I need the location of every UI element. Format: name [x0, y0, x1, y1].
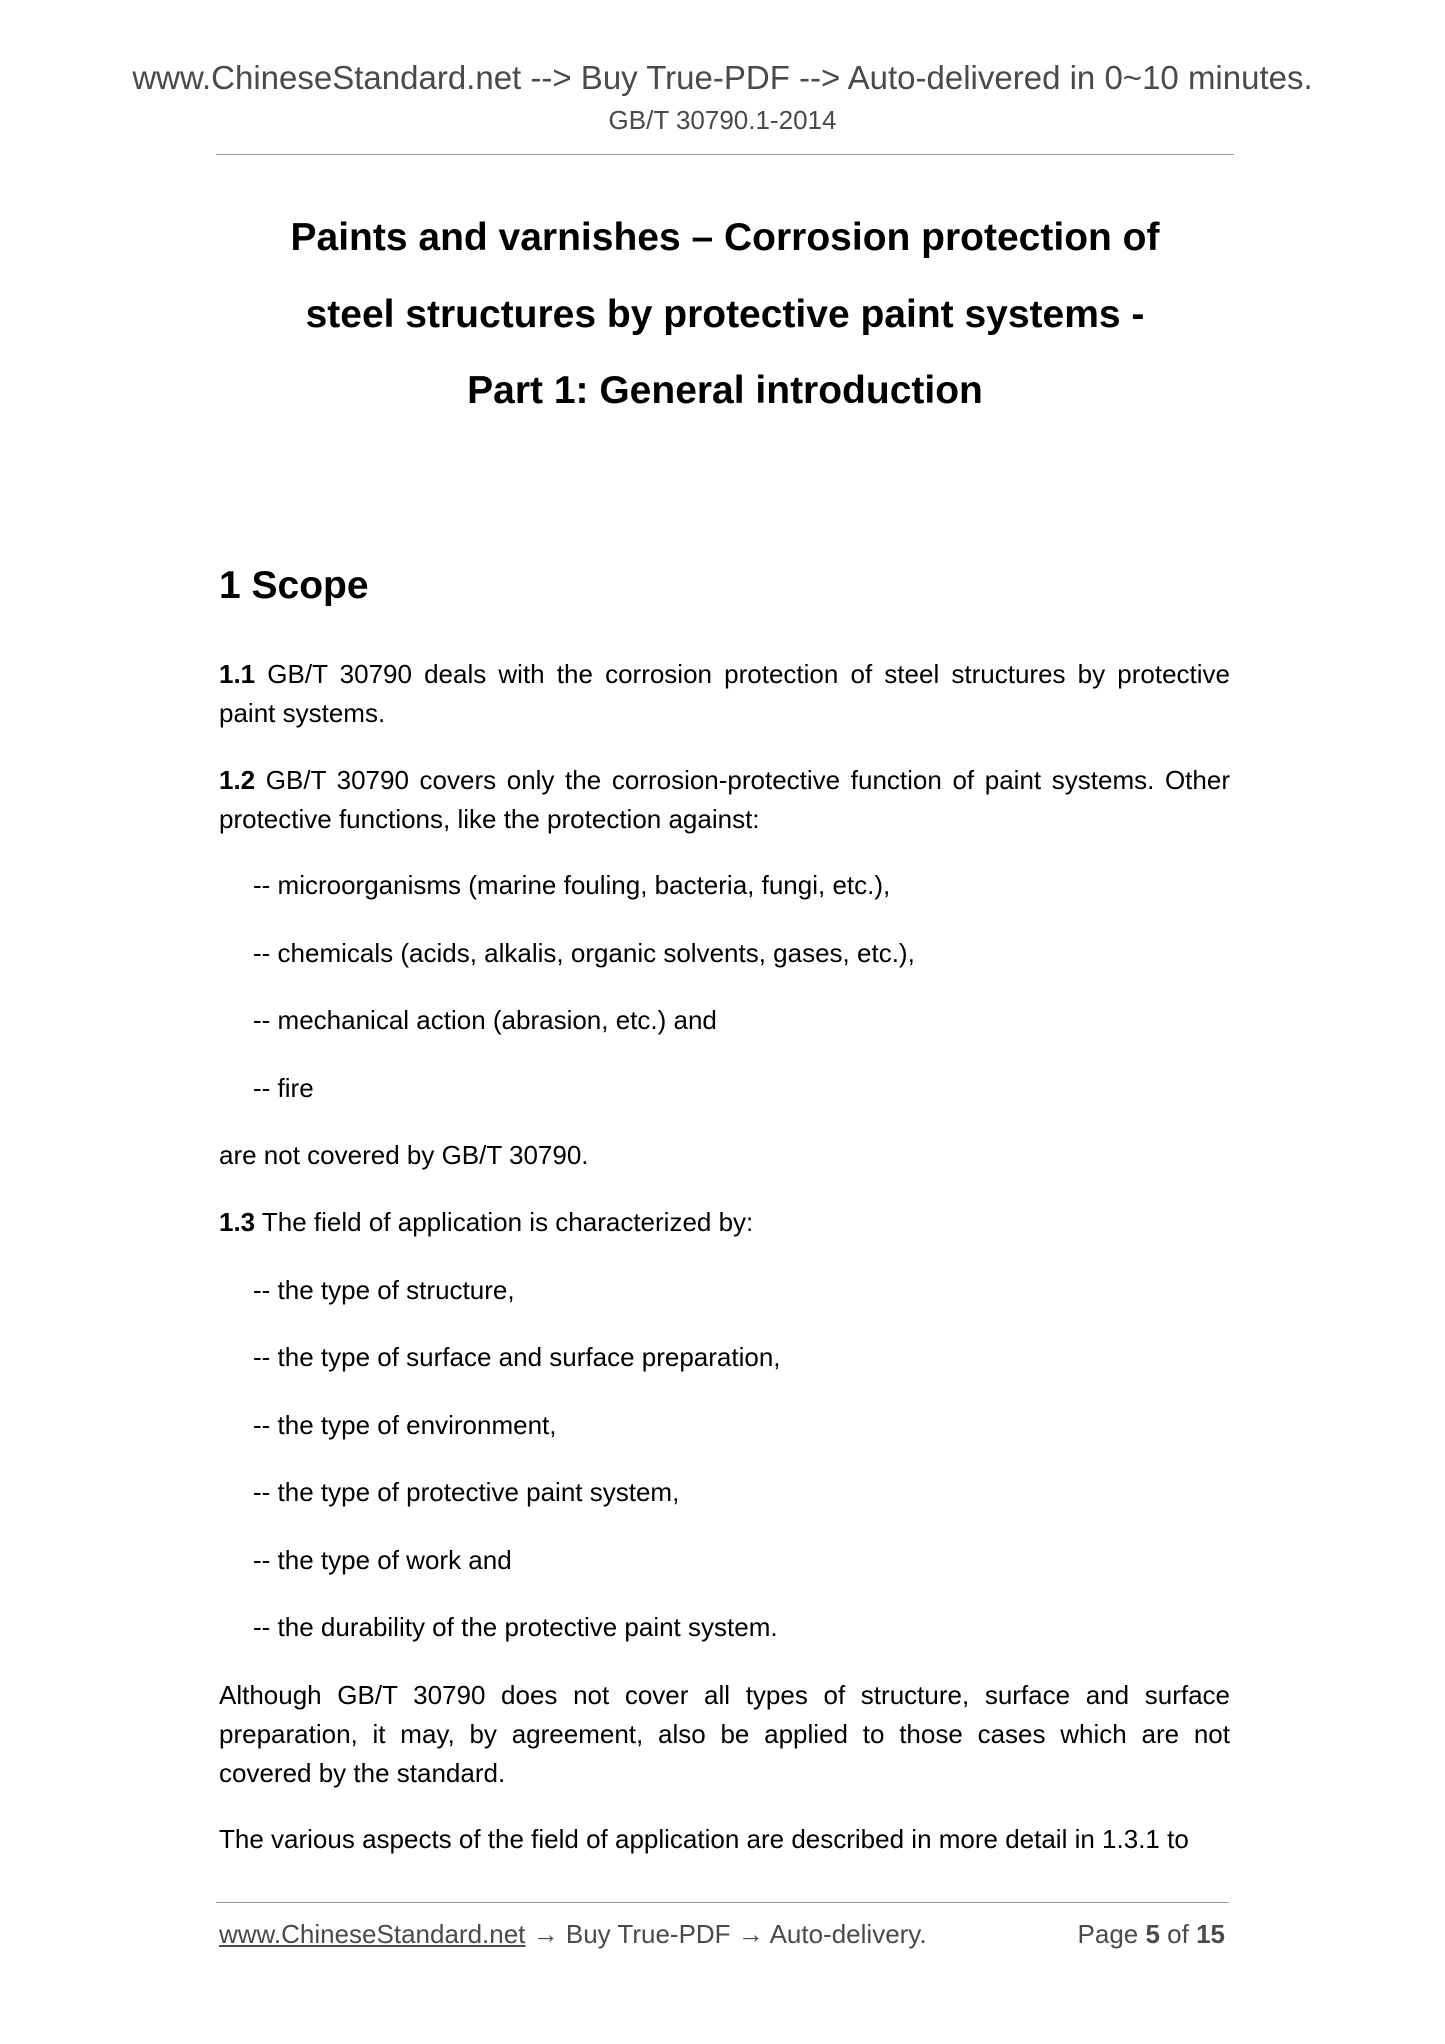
standard-id: GB/T 30790.1-2014 [608, 105, 837, 135]
clause-text: GB/T 30790 deals with the corrosion protection of steel structures by protective paint systems. [219, 659, 1230, 728]
section-heading: 1 Scope [219, 564, 369, 607]
footer-divider [216, 1902, 1229, 1903]
title-line-2: steel structures by protective paint systems - [305, 293, 1145, 336]
list-item: -- the type of surface and surface preparation, [253, 1342, 781, 1372]
list-item: -- the type of protective paint system, [253, 1477, 680, 1507]
clause-text: The field of application is characterized by: [255, 1207, 754, 1237]
page-number: 5 [1145, 1919, 1160, 1949]
of-label: of [1159, 1919, 1197, 1949]
list-item: -- the type of structure, [253, 1275, 515, 1305]
footer-text: → Buy True-PDF → Auto-delivery. [525, 1919, 927, 1949]
clause-text: GB/T 30790 covers only the corrosion-protective function of paint systems. Other protective functions, like the protection against: [219, 765, 1230, 834]
list-item: -- mechanical action (abrasion, etc.) and [253, 1005, 717, 1035]
paragraph-1-2 [219, 761, 1230, 839]
title-line-3: Part 1: General introduction [467, 369, 983, 412]
paragraph-application: The various aspects of the field of application are described in more detail in 1.3.1 to [219, 1824, 1189, 1854]
list-item: -- fire [253, 1073, 314, 1103]
list-item: -- the type of work and [253, 1545, 512, 1575]
clause-number: 1.3 [219, 1207, 256, 1237]
paragraph-1-2-end: are not covered by GB/T 30790. [219, 1140, 589, 1170]
title-line-1: Paints and varnishes – Corrosion protection of [290, 216, 1160, 259]
clause-number: 1.1 [219, 659, 256, 689]
header-divider [216, 154, 1234, 155]
page-total: 15 [1196, 1919, 1225, 1949]
list-item: -- microorganisms (marine fouling, bacteria, fungi, etc.), [253, 870, 891, 900]
list-item: -- the durability of the protective paint system. [253, 1612, 778, 1642]
page-label: Page [1077, 1919, 1146, 1949]
page-indicator [1078, 1917, 1225, 1951]
paragraph-scope-note: Although GB/T 30790 does not cover all types of structure, surface and surface preparation, it may, by agreement, also be applied to those cases which are not covered by the standard. [219, 1680, 1230, 1788]
list-item: -- the type of environment, [253, 1410, 557, 1440]
footer-promo [219, 1917, 927, 1951]
footer-link[interactable]: www.ChineseStandard.net [219, 1919, 526, 1949]
header-banner: www.ChineseStandard.net --> Buy True-PDF --> Auto-delivered in 0~10 minutes. [132, 59, 1313, 96]
paragraph-1-3 [219, 1203, 1230, 1242]
list-item: -- chemicals (acids, alkalis, organic solvents, gases, etc.), [253, 938, 915, 968]
clause-number: 1.2 [219, 765, 256, 795]
paragraph-1-1 [219, 655, 1230, 733]
